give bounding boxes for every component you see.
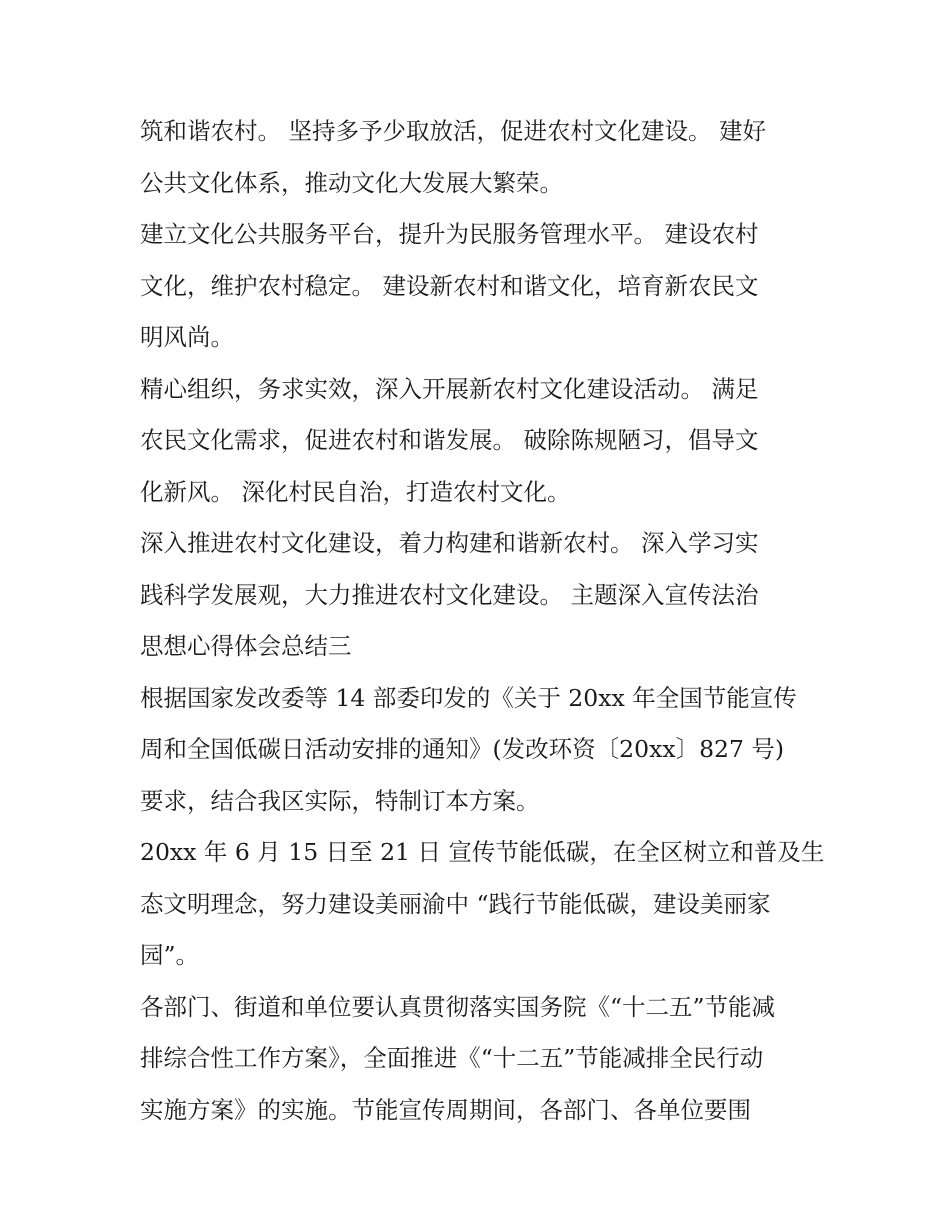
text-line: 排综合性工作方案》，全面推进《“十二五”节能减排全民行动 [140, 1044, 764, 1072]
text-line: 深入推进农村文化建设，着力构建和谐新农村。 深入学习实 [140, 529, 759, 557]
text-line: 20xx 年 6 月 15 日至 21 日 宣传节能低碳，在全区树立和普及生 [140, 838, 825, 866]
text-line: 精心组织，务求实效，深入开展新农村文化建设活动。 满足 [140, 374, 759, 403]
text-line: 态文明理念，努力建设美丽渝中 “践行节能低碳，建设美丽家 [140, 889, 771, 918]
text-line: 明风尚。 [140, 323, 234, 351]
text-line: 园”。 [140, 941, 200, 969]
text-line: 践科学发展观，大力推进农村文化建设。 主题深入宣传法治 [140, 580, 759, 609]
text-line: 思想心得体会总结三 [140, 632, 352, 660]
text-line: 化新风。 深化村民自治，打造农村文化。 [140, 477, 571, 506]
text-line: 文化，维护农村稳定。 建设新农村和谐文化，培育新农民文 [140, 271, 759, 300]
text-line: 周和全国低碳日活动安排的通知》(发改环资〔20xx〕827 号) [140, 735, 785, 763]
text-line: 实施方案》的实施。节能宣传周期间，各部门、各单位要围 [140, 1095, 751, 1124]
document-body [140, 106, 825, 1136]
text-line: 建立文化公共服务平台，提升为民服务管理水平。 建设农村 [140, 220, 759, 248]
text-line: 公共文化体系，推动文化大发展大繁荣。 [140, 168, 563, 197]
text-line: 筑和谐农村。 坚持多予少取放活，促进农村文化建设。 建好 [140, 117, 766, 145]
text-line: 农民文化需求，促进农村和谐发展。 破除陈规陋习，倡导文 [140, 426, 759, 454]
text-line: 各部门、街道和单位要认真贯彻落实国务院《“十二五”节能减 [140, 992, 776, 1021]
text-line: 根据国家发改委等 14 部委印发的《关于 20xx 年全国节能宣传 [140, 683, 797, 712]
text-line: 要求，结合我区实际，特制订本方案。 [140, 786, 540, 815]
